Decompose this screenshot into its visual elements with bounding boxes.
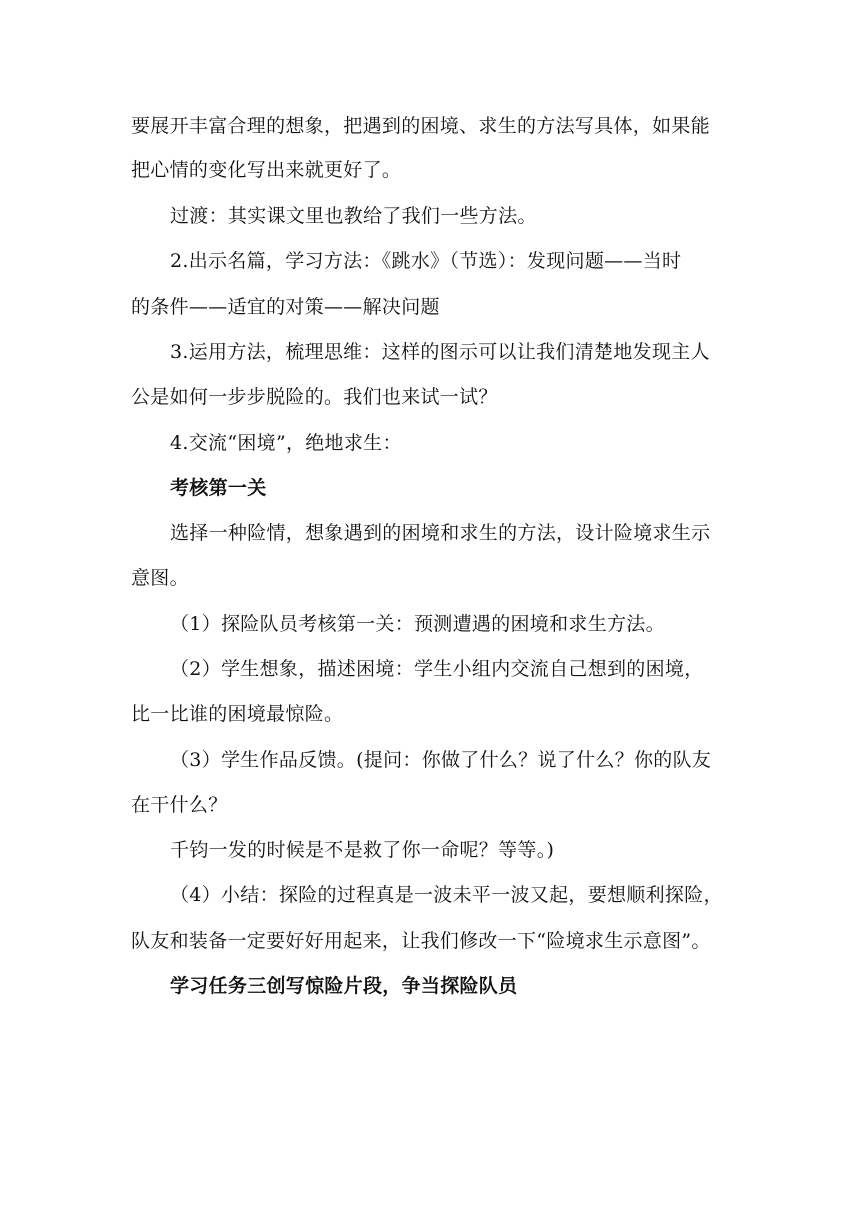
task-line-2: 意图。	[131, 567, 189, 589]
item-2-line-2: 比一比谁的困境最惊险。	[131, 703, 344, 725]
item-3-line-1: （3）学生作品反馈。(提问：你做了什么？说了什么？你的队友	[170, 749, 712, 771]
item-4-line-2: 队友和装备一定要好好用起来，让我们修改一下“险境求生示意图”。	[131, 930, 711, 952]
item-3-line-2: 在干什么？	[131, 794, 228, 816]
transition-line: 过渡：其实课文里也教给了我们一些方法。	[170, 205, 537, 227]
item-1-line: （1）探险队员考核第一关：预测遭遇的困境和求生方法。	[170, 613, 665, 635]
step-2-line-1: 2.出示名篇，学习方法：《跳水》（节选）：发现问题——当时	[170, 250, 682, 272]
step-3-line-2: 公是如何一步步脱险的。我们也来试一试？	[131, 386, 498, 408]
item-2-line-1: （2）学生想象，描述困境：学生小组内交流自己想到的困境，	[170, 658, 704, 680]
paragraph-line-2: 把心情的变化写出来就更好了。	[131, 159, 402, 181]
step-4-line: 4.交流“困境”，绝地求生：	[170, 432, 402, 454]
item-3-line-3: 千钧一发的时候是不是救了你一命呢？等等。)	[170, 839, 555, 861]
step-2-line-2: 的条件——适宜的对策——解决问题	[131, 296, 440, 318]
task-line-1: 选择一种险情，想象遇到的困境和求生的方法，设计险境求生示	[170, 522, 711, 544]
item-4-line-1: （4）小结：探险的过程真是一波未平一波又起，要想顺利探险，	[170, 884, 723, 906]
paragraph-line-1: 要展开丰富合理的想象，把遇到的困境、求生的方法写具体，如果能	[131, 115, 711, 137]
section-heading-task-3: 学习任务三创写惊险片段，争当探险队员	[170, 975, 518, 997]
section-heading-level-1: 考核第一关	[170, 477, 267, 499]
step-3-line-1: 3.运用方法，梳理思维：这样的图示可以让我们清楚地发现主人	[170, 341, 710, 363]
